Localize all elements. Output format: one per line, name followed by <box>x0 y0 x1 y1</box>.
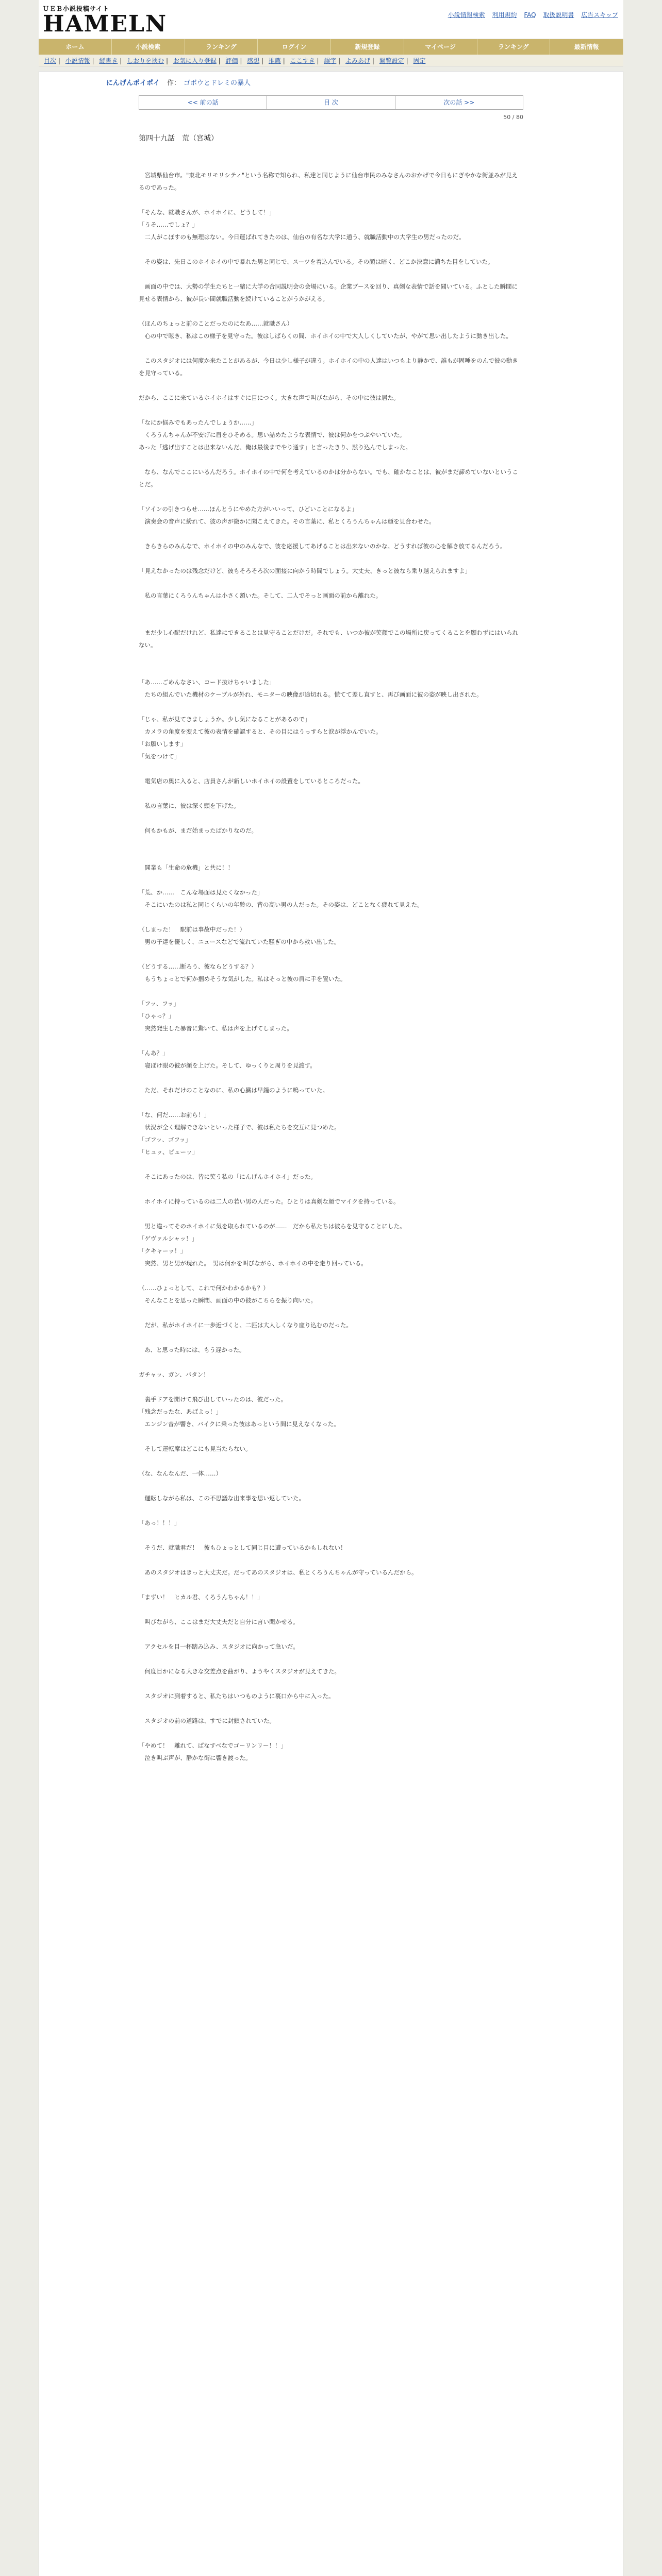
logo-name: HAMELN <box>43 11 168 37</box>
body-paragraph: 「な、何だ……お前ら！」 <box>139 1111 210 1118</box>
page-wrapper <box>39 0 623 2576</box>
body-paragraph: ガチャッ、ガン、バタン！ <box>139 1371 209 1378</box>
body-paragraph: （どうする……断ろう、彼ならどうする？） <box>139 963 257 970</box>
body-paragraph <box>139 1331 523 1344</box>
subnav-toc[interactable]: 目次 <box>44 57 57 64</box>
author-link[interactable]: ゴボウとドレミの暴人 <box>184 79 251 87</box>
body-paragraph: 裏手ドアを開けて飛び出していったのは、彼だった。 <box>139 1396 287 1403</box>
body-paragraph <box>139 1702 523 1715</box>
body-paragraph <box>139 528 523 540</box>
body-paragraph: ホイホイに持っているのは二人の若い男の人だった。ひとりは真剣な顔でマイクを持っている。 <box>139 1198 400 1205</box>
body-paragraph: その姿は、先日このホイホイの中で暴れた男と同じで、スーツを着込んでいる。その顔は暗く、どこか決意に満ちた目をしていた。 <box>139 258 494 265</box>
nav-item-search[interactable]: 小説検索 <box>112 39 185 55</box>
body-paragraph: あ、と思った時には、もう遅かった。 <box>139 1346 245 1353</box>
body-paragraph <box>139 651 523 664</box>
body-paragraph: 「あっ！！！」 <box>139 1519 180 1527</box>
body-paragraph: 運転しながら私は、この不思議な出来事を思い返していた。 <box>139 1495 305 1502</box>
body-paragraph: そして運転席はどこにも見当たらない。 <box>139 1445 252 1452</box>
body-paragraph <box>139 1307 523 1319</box>
body-paragraph: 宮城県仙台市。"東北モリモリシティ"という名称で知られ、私達と同じように仙台市民のみなさんのおかげで今日もにぎやかな街並みが見えるのであった。 <box>139 172 518 191</box>
subnav-pin[interactable]: 固定 <box>413 57 426 64</box>
nav-item-ranking[interactable]: ランキング <box>185 39 258 55</box>
chapter-title: 第四十九話 荒（宮城） <box>139 134 218 143</box>
body-paragraph: 「なにか悩みでもあったんでしょうか……」 <box>139 419 257 426</box>
site-logo[interactable] <box>43 4 168 37</box>
work-breadcrumb <box>39 72 623 92</box>
body-paragraph: そうだ、就職君だ！ 彼もひょっとして同じ目に遭っているかもしれない！ <box>139 1544 346 1551</box>
body-paragraph <box>139 787 523 800</box>
body-paragraph: そこにあったのは、皆に笑う私の「にんげんホイホイ」だった。 <box>139 1173 317 1180</box>
nav-item-login[interactable]: ログイン <box>258 39 331 55</box>
body-paragraph <box>139 1603 523 1616</box>
main-navbar <box>39 39 623 55</box>
body-paragraph: たちの組んでいた機材のケーブルが外れ、モニターの映像が途切れる。慌てて差し直すと、再び画面に彼の姿が映し出された。 <box>139 691 483 698</box>
body-paragraph <box>139 985 523 997</box>
body-paragraph <box>139 1430 523 1443</box>
chapter-pager <box>139 95 523 110</box>
body-paragraph <box>139 194 523 206</box>
subnav-bookmark[interactable]: しおりを挟む <box>127 57 164 64</box>
body-paragraph <box>139 664 523 676</box>
body-paragraph <box>139 1554 523 1566</box>
body-paragraph: だから、ここに来ているホイホイはすぐに目につく。大きな声で叫びながら、その中に彼は居た。 <box>139 394 400 401</box>
next-chapter-button[interactable]: 次の話 >> <box>443 99 475 106</box>
body-paragraph <box>139 1208 523 1220</box>
body-paragraph <box>139 812 523 824</box>
body-paragraph <box>139 1727 523 1739</box>
body-paragraph <box>139 379 523 392</box>
body-paragraph: 男と違ってそのホイホイに気を取られているのが…… だから私たちは彼らを見守ることにした。 <box>139 1223 406 1230</box>
body-paragraph <box>139 1529 523 1541</box>
body-paragraph: 「じゃ、私が見てきましょうか。少し気になることがあるので」 <box>139 716 311 723</box>
body-paragraph: そこにいたのは私と同じくらいの年齢の、背の高い男の人だった。その姿は、どことなく疲れて見えた。 <box>139 901 423 908</box>
body-paragraph: きらきらのみんなで、ホイホイの中のみんなで、彼を応援してあげることは出来ないのかな。どうすれば彼の心を解き放てるんだろう。 <box>139 543 506 550</box>
body-paragraph <box>139 243 523 256</box>
body-paragraph: （な、なんなんだ、一体……） <box>139 1470 222 1477</box>
body-paragraph: まだ少し心配だけれど、私達にできることは見守ることだけだ。それでも、いつか彼が笑顔でこの場所に戻ってくることを願わずにはいられない。 <box>139 629 518 649</box>
body-paragraph: （ほんのちょっと前のことだったのになあ……就職さん） <box>139 320 293 327</box>
chapter-body <box>139 157 523 1764</box>
body-paragraph: 「ゴフッ、ゴフッ」 <box>139 1136 191 1143</box>
body-paragraph <box>139 849 523 861</box>
body-paragraph: 「やめて！ 離れて、ぱなすべなでゴーリンリー！！」 <box>139 1742 287 1749</box>
header-link-terms[interactable]: 利用規約 <box>492 11 517 19</box>
body-paragraph: あった「逃げ出すことは出来ないんだ、俺は最後までやり通す」と言ったきり、黙り込んでしまった。 <box>139 444 411 451</box>
body-paragraph <box>139 157 523 169</box>
body-paragraph: 「ヒュッ、ピューッ」 <box>139 1148 198 1156</box>
nav-item-ranking-2[interactable]: ランキング <box>477 39 551 55</box>
body-paragraph <box>139 911 523 923</box>
body-paragraph: くろうんちゃんが不安げに眉をひそめる。思い詰めたような表情で、彼は何かをつぶやいていた。 <box>139 431 406 438</box>
prev-chapter-button[interactable]: << 前の話 <box>139 96 267 109</box>
body-paragraph <box>139 602 523 614</box>
body-paragraph <box>139 268 523 280</box>
body-paragraph <box>139 1480 523 1492</box>
body-paragraph: もうちょっとで何か掴めそうな気がした。私はそっと彼の肩に手を置いた。 <box>139 975 346 982</box>
body-paragraph <box>139 1183 523 1195</box>
body-paragraph: 「まずい！ ヒカル君、くろうんちゃん！！」 <box>139 1594 263 1601</box>
header-link-faq[interactable]: FAQ <box>524 11 536 19</box>
body-paragraph <box>139 1269 523 1282</box>
body-paragraph <box>139 1455 523 1467</box>
body-paragraph <box>139 762 523 775</box>
body-paragraph: 「クキャーッ！」 <box>139 1247 186 1255</box>
subnav-typo[interactable]: 誤字 <box>324 57 337 64</box>
body-paragraph <box>139 1677 523 1690</box>
subnav-favorite[interactable]: お気に入り登録 <box>173 57 217 64</box>
work-subnav: 目次 | 小説情報 | 縦書き | しおりを挟む | お気に入り登録 | 評価 | 感想 | 推薦 | ここすき | 誤字 | よみあげ | 閲覧設定 | 固定 <box>39 55 623 67</box>
body-paragraph <box>139 1579 523 1591</box>
body-paragraph <box>139 837 523 849</box>
body-paragraph: 「残念だったな、あばよっ！」 <box>139 1408 222 1415</box>
body-paragraph: 「そんな、就職さんが、ホイホイに、どうして！」 <box>139 209 275 216</box>
header-link-ad-skip[interactable]: 広告スキップ <box>581 11 618 19</box>
body-paragraph <box>139 305 523 317</box>
body-paragraph: 「ひゃっ？」 <box>139 1012 174 1020</box>
body-paragraph: 「気をつけて」 <box>139 753 180 760</box>
body-paragraph: 寝ぼけ眼の彼が顔を上げた。そして、ゆっくりと周りを見渡す。 <box>139 1062 316 1069</box>
body-paragraph <box>139 1356 523 1368</box>
subnav-settings[interactable]: 閲覧設定 <box>379 57 404 64</box>
body-paragraph: 「あ……ごめんなさい、コード抜けちゃいました」 <box>139 679 275 686</box>
subnav-tts[interactable]: よみあげ <box>345 57 371 64</box>
body-paragraph: カメラの角度を変えて彼の表情を確認すると、その目にはうっすらと涙が浮かんでいた。 <box>139 728 382 735</box>
body-paragraph: あのスタジオはきっと大丈夫だ。だってあのスタジオは、私とくろうんちゃんが守っているんだから。 <box>139 1569 418 1576</box>
body-paragraph: 何度目かになる大きな交差点を曲がり、ようやくスタジオが見えてきた。 <box>139 1668 340 1675</box>
nav-item-register[interactable]: 新規登録 <box>331 39 404 55</box>
logo-tagline: ＵＥＢ小説投稿サイト <box>43 5 110 12</box>
body-paragraph <box>139 342 523 354</box>
header-link-search[interactable]: 小説情報検索 <box>448 11 485 19</box>
body-paragraph <box>139 453 523 466</box>
header-links <box>443 10 618 19</box>
subnav-vertical[interactable]: 縦書き <box>99 57 118 64</box>
body-paragraph <box>139 552 523 565</box>
page-counter: 50 / 80 <box>503 114 523 121</box>
body-paragraph: 心の中で呟き、私はこの様子を見守った。彼はしばらくの間、ホイホイの中で大人しくしていたが、やがて思い出したように動き出した。 <box>139 332 512 340</box>
novel-content <box>39 71 623 2576</box>
body-paragraph: アクセルを目一杯踏み込み、スタジオに向かって急いだ。 <box>139 1643 299 1650</box>
body-paragraph: このスタジオには何度か来たことがあるが、今日は少し様子が違う。ホイホイの中の人達はいつもより静かで、誰もが固唾をのんで彼の動きを見守っている。 <box>139 357 518 377</box>
body-paragraph: 電気店の奥に入ると、店員さんが新しいホイホイの設置をしているところだった。 <box>139 777 364 785</box>
nav-item-mypage[interactable]: マイページ <box>404 39 477 55</box>
body-paragraph: 「んあ？」 <box>139 1049 169 1057</box>
header-link-manual[interactable]: 取扱説明書 <box>543 11 574 19</box>
body-paragraph: 男の子達を優しく、ニュースなどで流れていた騒ぎの中から救い出した。 <box>139 938 340 945</box>
body-paragraph: 泣き叫ぶ声が、静かな街に響き渡った。 <box>139 1754 252 1761</box>
body-paragraph <box>139 1381 523 1393</box>
body-paragraph <box>139 701 523 713</box>
body-paragraph <box>139 874 523 886</box>
body-paragraph <box>139 490 523 503</box>
body-paragraph: スタジオに到着すると、私たちはいつものように裏口から中に入った。 <box>139 1692 335 1700</box>
subnav-review[interactable]: 感想 <box>247 57 260 64</box>
work-title-link[interactable]: にんげんポイポイ <box>106 79 160 87</box>
body-paragraph: スタジオの前の道路は、すでに封鎖されていた。 <box>139 1717 275 1724</box>
body-paragraph: 叫びながら、ここはまだ大丈夫だと自分に言い聞かせる。 <box>139 1618 299 1625</box>
body-paragraph: 私の言葉に、彼は深く頭を下げた。 <box>139 802 240 809</box>
body-paragraph: 「フッ、フッ」 <box>139 1000 179 1007</box>
body-paragraph: 「ゲヴァルシャッ！」 <box>139 1235 198 1242</box>
site-header <box>39 0 623 39</box>
body-paragraph: そんなことを思った瞬間、画面の中の彼がこちらを振り向いた。 <box>139 1297 317 1304</box>
body-paragraph <box>139 1504 523 1517</box>
body-paragraph: ただ、それだけのことなのに、私の心臓は早鐘のように鳴っていた。 <box>139 1087 328 1094</box>
body-paragraph: だが、私がホイホイに一歩近づくと、二匹は大人しくなり座り込むのだった。 <box>139 1321 352 1329</box>
body-paragraph: 画面の中では、大勢の学生たちと一緒に大学の合同説明会の会場にいる。企業ブースを回り、真剣な表情で話を聞いている。ふとした瞬間に見せる表情から、彼が長い間就職活動を続けていることがうかがえる。 <box>139 283 518 302</box>
body-paragraph: 「お願いします」 <box>139 740 186 748</box>
body-paragraph <box>139 948 523 960</box>
body-paragraph: 「荒、か…… こんな場面は見たくなかった」 <box>139 889 263 896</box>
body-paragraph: 「ソインの引きつらせ……ほんとうにやめた方がいいって、ひどいことになるよ」 <box>139 505 358 513</box>
body-paragraph: 私の言葉にくろうんちゃんは小さく頷いた。そして、二人でそっと画面の前から離れた。 <box>139 592 382 599</box>
nav-item-home[interactable]: ホーム <box>39 39 112 55</box>
body-paragraph: 二人がこぼすのも無理はない。今日運ばれてきたのは、仙台の有名な大学に通う、就職活動中の大学生の男だったのだ。 <box>139 233 465 241</box>
body-paragraph <box>139 404 523 416</box>
body-paragraph <box>139 1072 523 1084</box>
subnav-recommend[interactable]: 推薦 <box>268 57 281 64</box>
body-paragraph <box>139 1653 523 1665</box>
subnav-kokosuki[interactable]: ここすき <box>290 57 315 64</box>
body-paragraph: 何もかもが、まだ始まったばかりなのだ。 <box>139 827 257 834</box>
nav-item-news[interactable]: 最新情報 <box>550 39 623 55</box>
body-paragraph: 突然、男と男が現れた。 男は何かを叫びながら、ホイホイの中を走り回っている。 <box>139 1260 367 1267</box>
body-paragraph: 状況が全く理解できないといった様子で、彼は私たちを交互に見つめた。 <box>139 1124 340 1131</box>
author-label: 作： <box>167 79 181 87</box>
body-paragraph: 演奏会の音声に紛れて、彼の声が微かに聞こえてきた。その言葉に、私とくろうんちゃんは顔を見合わせた。 <box>139 518 435 525</box>
body-paragraph <box>139 1035 523 1047</box>
body-paragraph <box>139 614 523 626</box>
body-paragraph <box>139 1096 523 1109</box>
body-paragraph: （しまった！ 駅前は事故中だった！） <box>139 926 245 933</box>
body-paragraph: 「見えなかったのは残念だけど、彼もそろそろ次の面接に向かう時間でしょう。大丈夫、きっと彼なら乗り越えられますよ」 <box>139 567 471 574</box>
subnav-info[interactable]: 小説情報 <box>65 57 90 64</box>
toc-button[interactable]: 目 次 <box>267 96 395 109</box>
body-paragraph <box>139 1158 523 1171</box>
subnav-rate[interactable]: 評価 <box>225 57 238 64</box>
body-paragraph <box>139 1628 523 1640</box>
body-paragraph <box>139 577 523 589</box>
body-paragraph: 「うそ……でしょ？」 <box>139 221 198 228</box>
body-paragraph: （……ひょっとして、これで何かわかるかも？） <box>139 1284 269 1292</box>
body-paragraph: 開業も「生命の危機」と共に！！ <box>139 864 234 871</box>
body-paragraph: 突然発生した暴音に驚いて、私は声を上げてしまった。 <box>139 1025 293 1032</box>
body-paragraph: エンジン音が響き、バイクに乗った彼はあっという間に見えなくなった。 <box>139 1420 340 1428</box>
body-paragraph: なら、なんでここにいるんだろう。ホイホイの中で何を考えているのかは分からない。でも、確かなことは、彼がまだ諦めていないということだ。 <box>139 468 518 488</box>
